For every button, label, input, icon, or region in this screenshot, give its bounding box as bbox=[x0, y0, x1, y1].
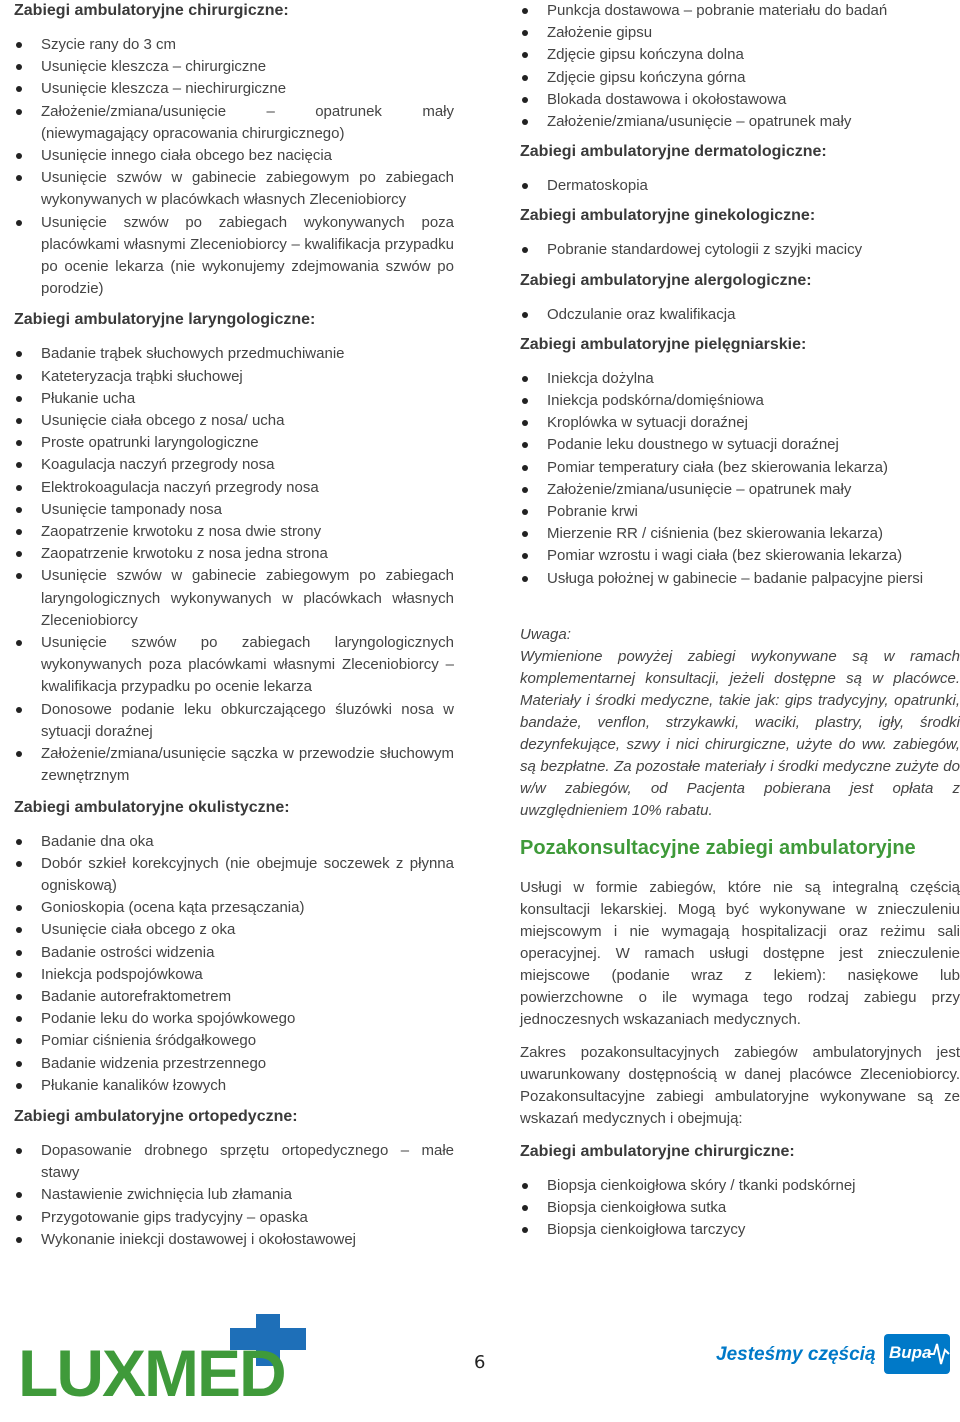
list-item bbox=[520, 89, 960, 111]
bullet-icon bbox=[16, 374, 22, 380]
bullet-icon bbox=[16, 64, 22, 70]
bullet-icon bbox=[16, 640, 22, 646]
list-item bbox=[14, 1207, 454, 1229]
list-item-text: Kroplówka w sytuacji doraźnej bbox=[547, 414, 748, 432]
procedure-section bbox=[520, 141, 960, 197]
note-text: Wymienione powyżej zabiegi wykonywane są w ramach komplementarnej konsultacji, jeżeli dostępne są w placówce. Materiały i środki medyczne, takie jak: gips tradycyjny, opatrunki, bandaże, venflon, strzykawki, waciki, plastry, igły, środki dezynfekujące, szwy i nici chirurgiczne, użyte do ww. zabiegów, są bezpłatne. Za pozostałe materiały i środki medyczne zużyte do w/w zabiegów, od Pacjenta pobierana jest opłata z uwzględnieniem 10% rabatu. bbox=[520, 647, 960, 819]
list-item-text: Badanie trąbek słuchowych przedmuchiwanie bbox=[41, 345, 345, 363]
list-item bbox=[14, 212, 454, 301]
procedure-list bbox=[520, 239, 960, 261]
list-item-text: Dopasowanie drobnego sprzętu ortopedycznego – małe stawy bbox=[41, 1141, 454, 1182]
list-item bbox=[14, 366, 454, 388]
list-item-text: Usunięcie tamponady nosa bbox=[41, 500, 222, 518]
list-item bbox=[14, 699, 454, 743]
list-item bbox=[14, 56, 454, 78]
list-item-text: Proste opatrunki laryngologiczne bbox=[41, 434, 259, 452]
list-item-text: Mierzenie RR / ciśnienia (bez skierowania lekarza) bbox=[547, 525, 883, 543]
section-heading: Zabiegi ambulatoryjne okulistyczne: bbox=[14, 798, 290, 816]
list-item bbox=[520, 479, 960, 501]
list-item bbox=[14, 145, 454, 167]
list-item bbox=[14, 853, 454, 897]
bullet-icon bbox=[522, 398, 528, 404]
procedure-section bbox=[14, 1106, 454, 1251]
list-item-text: Zdjęcie gipsu kończyna dolna bbox=[547, 46, 744, 64]
right-sections bbox=[520, 141, 960, 590]
list-item-text: Pomiar wzrostu i wagi ciała (bez skierowania lekarza) bbox=[547, 547, 903, 565]
bullet-icon bbox=[16, 551, 22, 557]
list-item bbox=[520, 501, 960, 523]
pozakonsultacyjne-section bbox=[520, 835, 960, 1242]
right-top-list bbox=[520, 0, 960, 133]
list-item-text: Podanie leku do worka spojówkowego bbox=[41, 1010, 296, 1028]
list-item bbox=[14, 1008, 454, 1030]
list-item-text: Zaopatrzenie krwotoku z nosa jedna strona bbox=[41, 545, 328, 563]
bullet-icon bbox=[16, 351, 22, 357]
bullet-icon bbox=[522, 1227, 528, 1233]
procedure-section bbox=[520, 205, 960, 261]
bullet-icon bbox=[16, 86, 22, 92]
section-title: Pozakonsultacyjne zabiegi ambulatoryjne bbox=[520, 836, 916, 859]
section-heading: Zabiegi ambulatoryjne dermatologiczne: bbox=[520, 143, 827, 161]
bullet-icon bbox=[16, 751, 22, 757]
bullet-icon bbox=[16, 396, 22, 402]
list-item-text: Nastawienie zwichnięcia lub złamania bbox=[41, 1186, 292, 1204]
bullet-icon bbox=[16, 927, 22, 933]
list-item-text: Badanie dna oka bbox=[41, 832, 154, 850]
list-item-text: Koagulacja naczyń przegrody nosa bbox=[41, 456, 275, 474]
list-item bbox=[14, 499, 454, 521]
list-item-text: Usunięcie kleszcza – chirurgiczne bbox=[41, 58, 267, 76]
list-item bbox=[14, 78, 454, 100]
list-item bbox=[14, 521, 454, 543]
bullet-icon bbox=[522, 553, 528, 559]
list-item-text: Badanie widzenia przestrzennego bbox=[41, 1054, 267, 1072]
list-item bbox=[14, 432, 454, 454]
list-item-text: Założenie gipsu bbox=[547, 24, 653, 42]
bullet-icon bbox=[16, 1148, 22, 1154]
list-item bbox=[14, 543, 454, 565]
list-item-text: Zdjęcie gipsu kończyna górna bbox=[547, 68, 746, 86]
bullet-icon bbox=[16, 529, 22, 535]
page-number: 6 bbox=[474, 1352, 486, 1373]
list-item-text: Pomiar temperatury ciała (bez skierowania lekarza) bbox=[547, 458, 888, 476]
bullet-icon bbox=[522, 1183, 528, 1189]
list-item-text: Gonioskopia (ocena kąta przesączania) bbox=[41, 899, 305, 917]
bullet-icon bbox=[522, 247, 528, 253]
bullet-icon bbox=[16, 1215, 22, 1221]
bullet-icon bbox=[522, 1205, 528, 1211]
bullet-icon bbox=[16, 440, 22, 446]
procedure-list bbox=[14, 1140, 454, 1251]
list-item-text: Pomiar ciśnienia śródgałkowego bbox=[41, 1032, 257, 1050]
procedure-list bbox=[14, 343, 454, 787]
bullet-icon bbox=[16, 573, 22, 579]
list-item bbox=[14, 632, 454, 699]
procedure-list bbox=[520, 175, 960, 197]
list-item-text: Punkcja dostawowa – pobranie materiału do badań bbox=[547, 2, 888, 19]
bullet-icon bbox=[522, 183, 528, 189]
bullet-icon bbox=[522, 119, 528, 125]
bullet-icon bbox=[522, 531, 528, 537]
list-item-text: Płukanie ucha bbox=[41, 389, 136, 407]
list-item-text: Iniekcja podskórna/domięśniowa bbox=[547, 392, 764, 410]
list-item-text: Usunięcie szwów po zabiegach laryngologicznych wykonywanych poza placówkami własnymi Zleceniobiorcy – kwalifikacja przypadku po ocenie lekarza bbox=[41, 634, 454, 696]
procedure-list bbox=[14, 831, 454, 1097]
list-item bbox=[520, 1219, 960, 1241]
right-column bbox=[520, 0, 960, 1241]
list-item-text: Elektrokoagulacja naczyń przegrody nosa bbox=[41, 478, 319, 496]
bullet-icon bbox=[16, 972, 22, 978]
bullet-icon bbox=[16, 950, 22, 956]
procedure-list bbox=[520, 304, 960, 326]
list-item bbox=[520, 0, 960, 22]
list-item-text: Usługa położnej w gabinecie – badanie palpacyjne piersi bbox=[547, 569, 924, 587]
luxmed-logo bbox=[18, 1308, 308, 1405]
list-item bbox=[14, 1075, 454, 1097]
bullet-icon bbox=[522, 30, 528, 36]
bullet-icon bbox=[16, 175, 22, 181]
bullet-icon bbox=[16, 1192, 22, 1198]
list-item bbox=[520, 1197, 960, 1219]
list-item bbox=[520, 175, 960, 197]
list-item bbox=[520, 1175, 960, 1197]
list-item bbox=[520, 22, 960, 44]
list-item-text: Założenie/zmiana/usunięcie sączka w przewodzie słuchowym zewnętrznym bbox=[41, 745, 454, 785]
list-item bbox=[14, 477, 454, 499]
bupa-slogan: Jesteśmy częścią bbox=[716, 1344, 876, 1365]
list-item bbox=[14, 743, 454, 787]
list-item-text: Usunięcie szwów po zabiegach wykonywanych poza placówkami własnymi Zleceniobiorcy – kwalifikacja przypadku po ocenie lekarza (nie wykonujemy zdejmowania szwów po porodzie) bbox=[41, 213, 454, 298]
list-item bbox=[14, 919, 454, 941]
bullet-icon bbox=[16, 109, 22, 115]
list-item-text: Szycie rany do 3 cm bbox=[41, 36, 177, 53]
list-item bbox=[14, 1229, 454, 1251]
list-item-text: Usunięcie ciała obcego z oka bbox=[41, 921, 236, 939]
list-item bbox=[520, 239, 960, 261]
list-item-text: Założenie/zmiana/usunięcie – opatrunek mały (niewymagający opracowania chirurgicznego) bbox=[41, 102, 454, 142]
list-item-text: Usunięcie ciała obcego z nosa/ ucha bbox=[41, 412, 285, 430]
list-item bbox=[14, 101, 454, 145]
list-item bbox=[14, 964, 454, 986]
list-item bbox=[520, 390, 960, 412]
list-item-text: Przygotowanie gips tradycyjny – opaska bbox=[41, 1208, 308, 1226]
procedure-section bbox=[14, 0, 454, 300]
bullet-icon bbox=[522, 52, 528, 58]
bullet-icon bbox=[522, 487, 528, 493]
bullet-icon bbox=[16, 861, 22, 867]
bupa-name: Bupa bbox=[889, 1343, 932, 1362]
list-item-text: Badanie ostrości widzenia bbox=[41, 943, 215, 961]
bullet-icon bbox=[16, 1038, 22, 1044]
list-item-text: Blokada dostawowa i okołostawowa bbox=[547, 90, 787, 108]
list-item bbox=[14, 1140, 454, 1184]
bullet-icon bbox=[16, 1237, 22, 1243]
list-item-text: Pobranie standardowej cytologii z szyjki macicy bbox=[547, 241, 863, 259]
bullet-icon bbox=[16, 507, 22, 513]
bullet-icon bbox=[16, 153, 22, 159]
bullet-icon bbox=[522, 312, 528, 318]
list-item bbox=[14, 343, 454, 365]
list-item-text: Biopsja cienkoigłowa tarczycy bbox=[547, 1221, 746, 1239]
list-item bbox=[14, 167, 454, 211]
list-item bbox=[520, 523, 960, 545]
bullet-icon bbox=[16, 1016, 22, 1022]
bullet-icon bbox=[16, 1061, 22, 1067]
bullet-icon bbox=[522, 75, 528, 81]
section-heading: Zabiegi ambulatoryjne laryngologiczne: bbox=[14, 311, 316, 329]
list-item bbox=[14, 1053, 454, 1075]
list-item bbox=[14, 986, 454, 1008]
list-item bbox=[14, 1184, 454, 1206]
bullet-icon bbox=[16, 418, 22, 424]
list-item-text: Założenie/zmiana/usunięcie – opatrunek mały bbox=[547, 113, 852, 131]
list-item bbox=[520, 304, 960, 326]
bullet-icon bbox=[522, 465, 528, 471]
list-item bbox=[14, 1030, 454, 1052]
list-item-text: Usunięcie szwów w gabinecie zabiegowym po zabiegach wykonywanych w placówkach własnych Zleceniobiorcy bbox=[41, 169, 454, 209]
list-item-text: Donosowe podanie leku obkurczającego śluzówki nosa w sytuacji doraźnej bbox=[41, 700, 454, 740]
procedure-section bbox=[14, 797, 454, 1097]
list-item-text: Iniekcja podspojówkowa bbox=[41, 965, 203, 983]
list-item bbox=[520, 434, 960, 456]
biopsy-list bbox=[520, 1175, 960, 1242]
list-item bbox=[520, 44, 960, 66]
list-item-text: Odczulanie oraz kwalifikacja bbox=[547, 305, 736, 323]
list-item bbox=[520, 545, 960, 567]
procedure-section bbox=[520, 334, 960, 590]
list-item-text: Iniekcja dożylna bbox=[547, 369, 654, 387]
bullet-icon bbox=[522, 376, 528, 382]
left-column bbox=[14, 0, 454, 1251]
paragraph-2: Zakres pozakonsultacyjnych zabiegów ambulatoryjnych jest uwarunkowany dostępnością w danej placówce Zleceniobiorcy. Pozakonsultacyjne zabiegi ambulatoryjne wykonywane są ze wskazań medycznych i obejmują: bbox=[520, 1043, 960, 1127]
list-item bbox=[520, 67, 960, 89]
list-item bbox=[14, 897, 454, 919]
bullet-icon bbox=[16, 905, 22, 911]
list-item bbox=[520, 368, 960, 390]
list-item-text: Kateteryzacja trąbki słuchowej bbox=[41, 367, 243, 385]
list-item-text: Dobór szkieł korekcyjnych (nie obejmuje soczewek z płynna ogniskową) bbox=[41, 854, 454, 894]
luxmed-logo-graphic bbox=[18, 1308, 308, 1400]
list-item-text: Dermatoskopia bbox=[547, 177, 648, 195]
bupa-logo bbox=[716, 1330, 956, 1383]
list-item-text: Założenie/zmiana/usunięcie – opatrunek mały bbox=[547, 480, 852, 498]
bullet-icon bbox=[522, 576, 528, 582]
procedure-list bbox=[14, 34, 454, 300]
bullet-icon bbox=[16, 220, 22, 226]
section-heading: Zabiegi ambulatoryjne ginekologiczne: bbox=[520, 207, 816, 225]
luxmed-logo-text: LUXMED bbox=[18, 1336, 285, 1400]
bullet-icon bbox=[522, 8, 528, 14]
note bbox=[520, 624, 960, 822]
list-item bbox=[14, 565, 454, 632]
bullet-icon bbox=[16, 1083, 22, 1089]
list-item-text: Usunięcie szwów w gabinecie zabiegowym po zabiegach laryngologicznych wykonywanych w placówkach własnych Zleceniobiorcy bbox=[41, 567, 454, 629]
bullet-icon bbox=[16, 707, 22, 713]
list-item-text: Biopsja cienkoigłowa skóry / tkanki podskórnej bbox=[547, 1176, 856, 1194]
paragraph-1: Usługi w formie zabiegów, które nie są integralną częścią konsultacji lekarskiej. Mogą być wykonywane w znieczuleniu miejscowym i nie wymagają hospitalizacji oraz reżimu sali operacyjnej. W ramach usługi dostępne jest znieczulenie miejscowe (podanie wraz z lekiem): nasiękowe lub powierzchowne o ile wymaga tego rodzaj zabiegu przy jednoczesnych wskazaniach medycznych. bbox=[520, 878, 960, 1028]
bullet-icon bbox=[522, 509, 528, 515]
list-item bbox=[14, 388, 454, 410]
bullet-icon bbox=[16, 42, 22, 48]
list-item bbox=[14, 454, 454, 476]
section-heading: Zabiegi ambulatoryjne chirurgiczne: bbox=[14, 2, 289, 19]
procedure-list bbox=[520, 368, 960, 590]
list-item bbox=[520, 412, 960, 434]
bullet-icon bbox=[522, 420, 528, 426]
section-heading: Zabiegi ambulatoryjne pielęgniarskie: bbox=[520, 335, 807, 353]
list-item bbox=[14, 410, 454, 432]
section-heading: Zabiegi ambulatoryjne alergologiczne: bbox=[520, 271, 812, 289]
bullet-icon bbox=[16, 839, 22, 845]
list-item-text: Biopsja cienkoigłowa sutka bbox=[547, 1199, 727, 1217]
list-item-text: Pobranie krwi bbox=[547, 503, 638, 521]
bullet-icon bbox=[522, 97, 528, 103]
list-item-text: Płukanie kanalików łzowych bbox=[41, 1076, 227, 1094]
list-item-text: Podanie leku doustnego w sytuacji doraźnej bbox=[547, 436, 839, 454]
list-item bbox=[520, 457, 960, 479]
list-item bbox=[14, 34, 454, 56]
list-item-text: Badanie autorefraktometrem bbox=[41, 987, 232, 1005]
bullet-icon bbox=[16, 994, 22, 1000]
list-item-text: Zaopatrzenie krwotoku z nosa dwie strony bbox=[41, 523, 322, 541]
list-item bbox=[520, 568, 960, 590]
procedure-section bbox=[14, 309, 454, 787]
section-heading: Zabiegi ambulatoryjne chirurgiczne: bbox=[520, 1142, 795, 1160]
bullet-icon bbox=[16, 462, 22, 468]
list-item-text: Usunięcie innego ciała obcego bez nacięcia bbox=[41, 147, 333, 165]
procedure-section bbox=[520, 270, 960, 326]
list-item-text: Wykonanie iniekcji dostawowej i okołostawowej bbox=[41, 1230, 357, 1248]
list-item bbox=[14, 942, 454, 964]
list-item bbox=[14, 831, 454, 853]
note-label: Uwaga: bbox=[520, 625, 571, 643]
list-item-text: Usunięcie kleszcza – niechirurgiczne bbox=[41, 80, 287, 98]
bullet-icon bbox=[16, 485, 22, 491]
bullet-icon bbox=[522, 442, 528, 448]
list-item bbox=[520, 111, 960, 133]
section-heading: Zabiegi ambulatoryjne ortopedyczne: bbox=[14, 1107, 298, 1125]
